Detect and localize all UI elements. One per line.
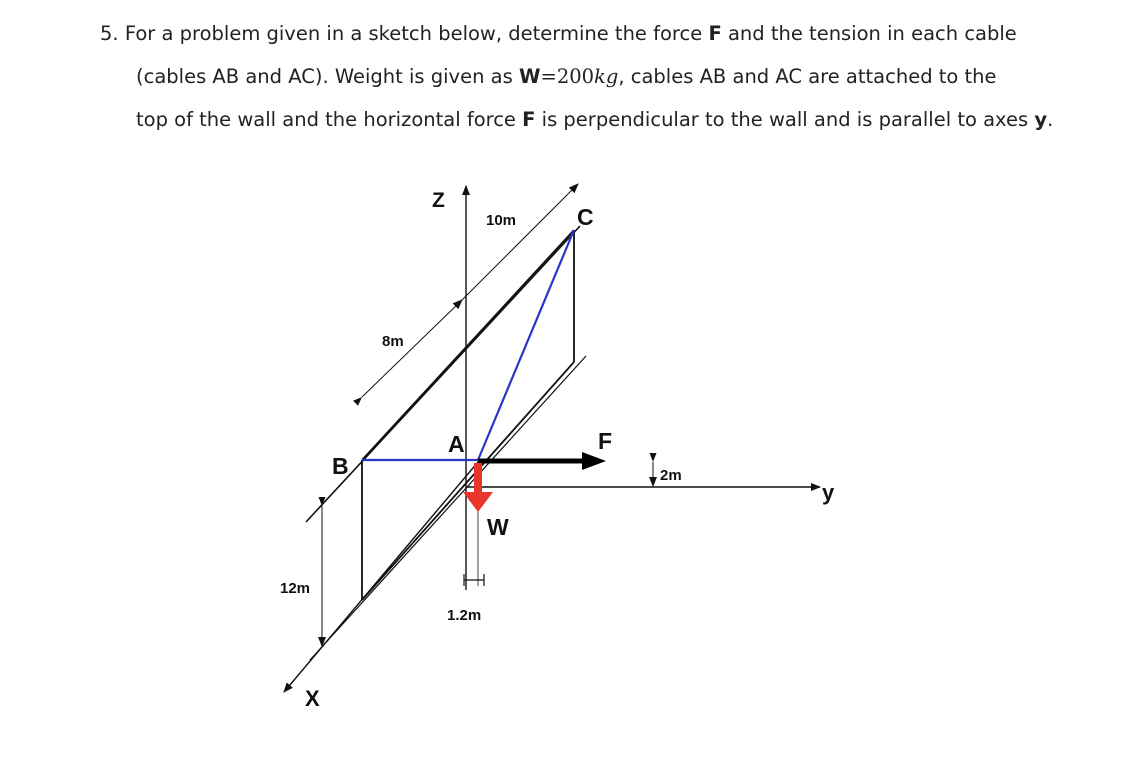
text-segment: For a problem given in a sketch below, determine the force bbox=[124, 22, 709, 45]
problem-number: 5. bbox=[100, 22, 119, 45]
dimension-label-2m: 2m bbox=[660, 467, 682, 484]
cable-ac bbox=[478, 230, 574, 460]
weight-w-label: W bbox=[487, 514, 509, 540]
weight-symbol: W bbox=[518, 65, 541, 88]
x-axis-label: X bbox=[305, 686, 320, 711]
point-a-label: A bbox=[448, 431, 465, 457]
text-segment: (cables AB and AC). Weight is given as bbox=[136, 65, 519, 88]
text-segment: , cables AB and AC are attached to the bbox=[618, 65, 997, 88]
force-symbol: F bbox=[708, 22, 722, 45]
text-segment: is perpendicular to the wall and is parallel to axes bbox=[535, 108, 1035, 131]
point-b-label: B bbox=[332, 453, 349, 479]
point-c-label: C bbox=[577, 204, 594, 230]
x-axis bbox=[284, 462, 478, 692]
dimension-label-8m: 8m bbox=[382, 333, 404, 350]
text-segment: and the tension in each cable bbox=[721, 22, 1017, 45]
force-symbol: F bbox=[522, 108, 536, 131]
y-axis-label: y bbox=[822, 480, 835, 505]
axis-symbol: y bbox=[1034, 108, 1048, 131]
force-f-label: F bbox=[598, 428, 613, 454]
dimension-label-10m: 10m bbox=[486, 212, 517, 229]
text-segment: top of the wall and the horizontal force bbox=[136, 108, 523, 131]
weight-value: =200kg bbox=[540, 65, 619, 88]
dimension-line-10m bbox=[462, 184, 578, 300]
z-axis-label: Z bbox=[432, 189, 445, 212]
dimension-label-12m: 12m bbox=[280, 580, 311, 597]
wall bbox=[362, 230, 574, 600]
problem-line-3: top of the wall and the horizontal force F is perpendicular to the wall and is parallel to axes y. bbox=[136, 108, 1054, 131]
dimension-line-8m bbox=[362, 300, 462, 397]
dimension-label-1.2m: 1.2m bbox=[447, 607, 482, 624]
